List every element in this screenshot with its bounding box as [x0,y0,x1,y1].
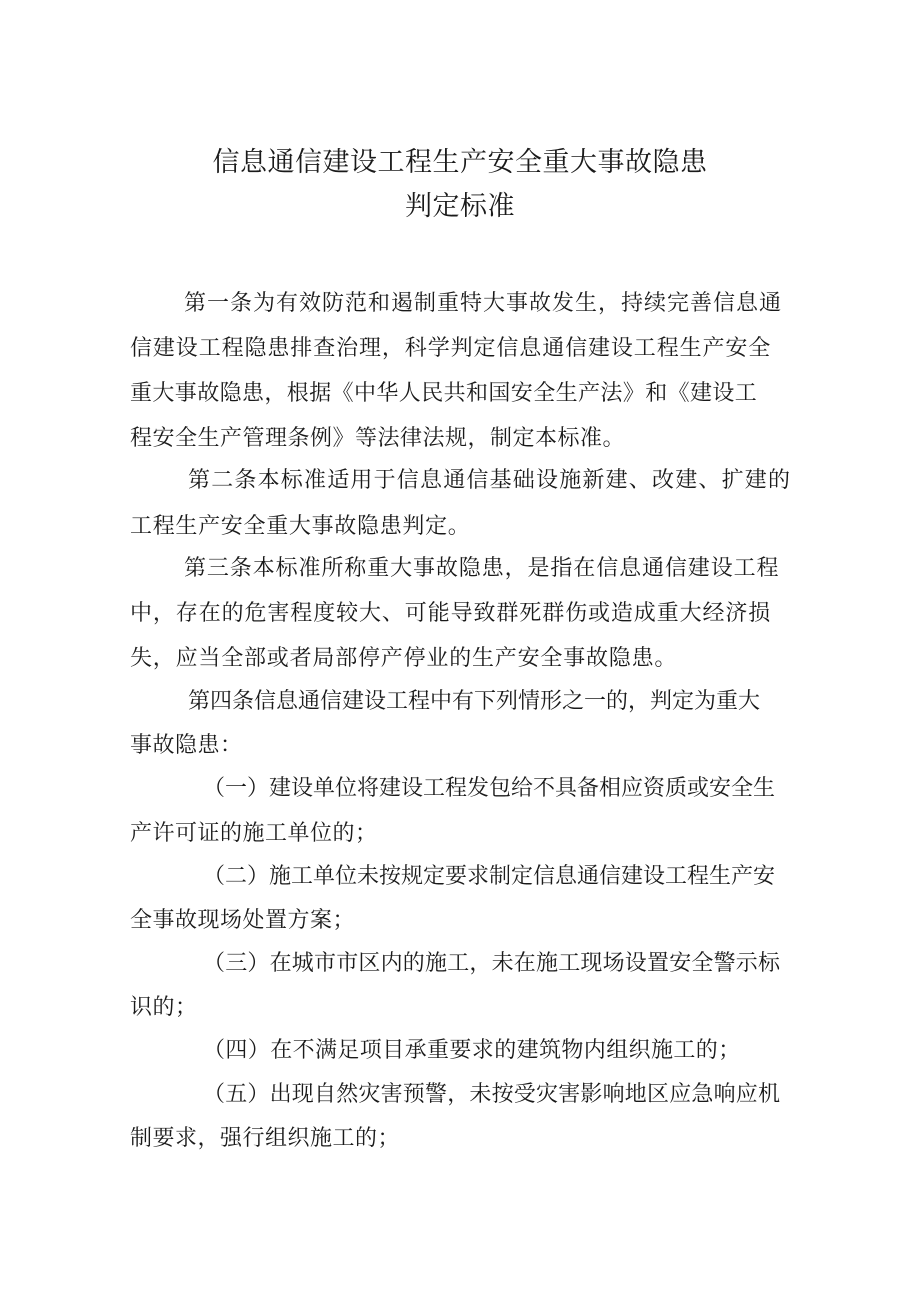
text-line: 事故隐患： [130,733,243,758]
text-line: （五）出现自然灾害预警，未按受灾害影响地区应急响应机 [203,1082,781,1107]
text-line: 全事故现场处置方案； [130,908,356,933]
text-line: 程安全生产管理条例》等法律法规，制定本标准。 [130,426,626,451]
text-line: 第二条本标准适用于信息通信基础设施新建、改建、扩建的 [188,468,792,493]
text-line: 重大事故隐患，根据《中华人民共和国安全生产法》和《建设工 [130,381,758,406]
text-line: 识的； [130,995,198,1020]
text-line: （四）在不满足项目承重要求的建筑物内组织施工的； [203,1038,741,1063]
text-line: 制要求，强行组织施工的； [130,1126,401,1151]
text-line: （三）在城市市区内的施工，未在施工现场设置安全警示标 [203,951,781,976]
document-title-line2: 判定标准 [405,191,515,222]
text-line: （一）建设单位将建设工程发包给不具备相应资质或安全生 [203,776,776,801]
document-title-line1: 信息通信建设工程生产安全重大事故隐患 [212,147,708,178]
text-line: 工程生产安全重大事故隐患判定。 [130,514,471,539]
text-line: 产许可证的施工单位的； [130,821,378,846]
text-line: 中，存在的危害程度较大、可能导致群死群伤或造成重大经济损 [130,601,772,626]
text-line: 失，应当全部或者局部停产停业的生产安全事故隐患。 [130,646,678,671]
text-line: （二）施工单位未按规定要求制定信息通信建设工程生产安 [203,864,776,889]
text-line: 第三条本标准所称重大事故隐患，是指在信息通信建设工程 [184,556,780,581]
text-line: 第四条信息通信建设工程中有下列情形之一的，判定为重大 [188,689,761,714]
text-line: 信建设工程隐患排查治理，科学判定信息通信建设工程生产安全 [130,336,772,361]
text-line: 第一条为有效防范和遏制重特大事故发生，持续完善信息通 [184,291,783,316]
